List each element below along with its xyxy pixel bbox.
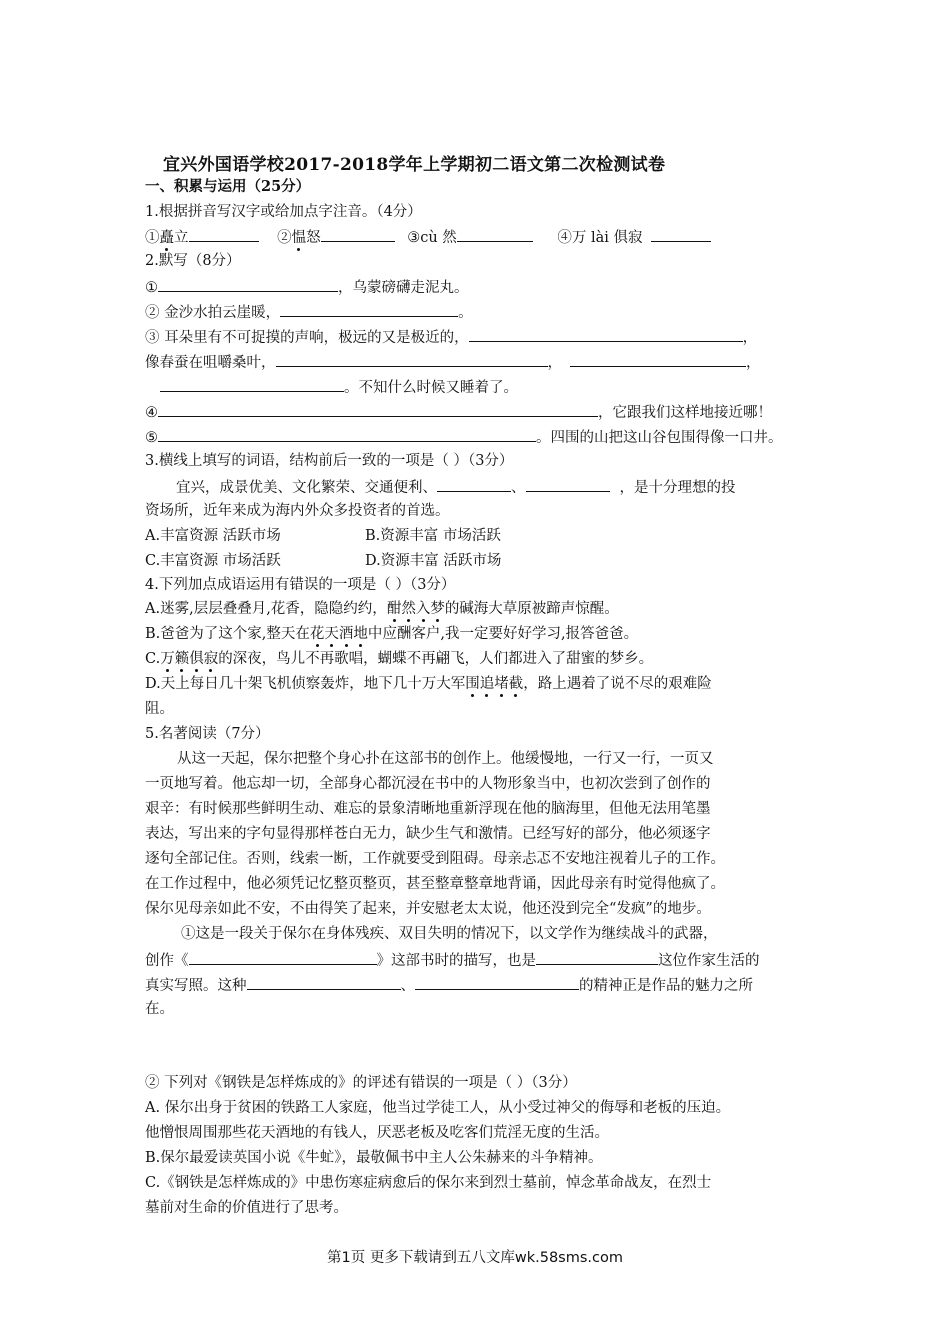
dotted-char: 地 <box>353 626 368 642</box>
q4-option-d-cont: 阻。 <box>145 701 174 717</box>
q5-passage-line: 逐句全部记住。否则，线索一断，工作就要受到阻碍。母亲忐忑不安地注视着儿子的工作。 <box>145 851 725 867</box>
q1-stem: 1.根据拼音写汉字或给加点字注音。（4分） <box>145 204 422 220</box>
q2-line7 <box>145 426 783 448</box>
q1-item1-num: ① <box>145 230 160 246</box>
answer-blank[interactable] <box>321 226 395 242</box>
line-text: ， <box>547 355 562 371</box>
line-text: ② 金沙水拍云崖暖， <box>145 305 281 321</box>
q4-option-c[interactable] <box>145 649 653 669</box>
dotted-char: 万 <box>160 651 175 667</box>
q4-option-a[interactable] <box>145 599 619 619</box>
q4-option-d[interactable] <box>145 674 712 694</box>
dotted-idiom <box>387 601 445 617</box>
q2-line6 <box>145 401 772 423</box>
q5-passage-line: 一页地写着。他忘却一切，全部身心都沉浸在书中的人物形象当中，也初次尝到了创作的 <box>145 776 711 792</box>
option-text: C. <box>145 651 161 667</box>
q2-stem: 2.默写（8分） <box>145 253 241 269</box>
q3-passage-line1 <box>176 476 736 498</box>
q5-passage-line: 艰辛：有时候那些鲜明生动、难忘的景象清晰地重新浮现在他的脑海里，但他无法用笔墨 <box>145 801 711 817</box>
line-text: ， <box>746 355 761 371</box>
answer-blank[interactable] <box>437 476 511 492</box>
q2-line3 <box>145 326 757 348</box>
dotted-char: 酒 <box>338 626 354 642</box>
answer-blank[interactable] <box>536 949 658 965</box>
q5-sub2-option-a[interactable]: A. 保尔出身于贫困的铁路工人家庭，他当过学徒工人，从小受过神父的侮辱和老板的压迫。 <box>145 1100 731 1116</box>
answer-blank[interactable] <box>189 949 377 965</box>
q1-items <box>145 226 711 248</box>
q3-option-c[interactable]: C.丰富资源 市场活跃 <box>145 553 281 569</box>
line-text: 。四围的山把这山谷包围得像一口井。 <box>536 430 783 446</box>
answer-blank[interactable] <box>189 226 259 242</box>
q3-option-b[interactable]: B.资源丰富 市场活跃 <box>365 528 501 544</box>
option-text: B.爸爸为了这个家,整天在 <box>145 626 310 642</box>
answer-blank[interactable] <box>158 401 598 417</box>
line-text: ③ 耳朵里有不可捉摸的声响，极远的又是极近的， <box>145 330 469 346</box>
dotted-idiom <box>465 676 523 692</box>
dotted-char: 俱 <box>189 651 204 667</box>
q4-option-b[interactable] <box>145 624 638 644</box>
q5-passage-line: 从这一天起，保尔把整个身心扑在这部书的创作上。他缓慢地，一行又一行，一页又 <box>177 751 714 767</box>
answer-blank[interactable] <box>457 226 533 242</box>
q2-line4 <box>145 351 761 373</box>
dotted-idiom <box>160 651 218 667</box>
dotted-char: 籁 <box>174 651 190 667</box>
line-text: 真实写照。这种 <box>145 978 247 994</box>
q3-option-d[interactable]: D.资源丰富 活跃市场 <box>365 553 502 569</box>
passage-text: 、 <box>511 480 526 496</box>
dotted-char: 酣 <box>386 601 402 617</box>
option-text: 的深夜，鸟儿不再歌唱，蝴蝶不再翩飞，人们都进入了甜蜜的梦乡。 <box>218 651 654 667</box>
answer-blank[interactable] <box>276 351 548 367</box>
answer-blank[interactable] <box>280 301 458 317</box>
option-text: 的碱海大草原被蹄声惊醒。 <box>444 601 619 617</box>
q3-option-a[interactable]: A.丰富资源 活跃市场 <box>145 528 281 544</box>
q5-sub2-option-c-cont: 墓前对生命的价值进行了思考。 <box>145 1200 348 1216</box>
page-footer: 第1页 更多下载请到五八文库wk.58sms.com <box>327 1250 623 1266</box>
q5-sub2-option-b[interactable]: B.保尔最爱读英国小说《牛虻》，最敬佩书中主人公朱赫来的斗争精神。 <box>145 1150 603 1166</box>
q5-passage-line: 保尔见母亲如此不安，不由得笑了起来，并安慰老太太说，他还没到完全“发疯”的地步。 <box>145 901 711 917</box>
dotted-char: 围 <box>465 676 480 692</box>
dotted-char: 入 <box>415 601 431 617</box>
answer-blank[interactable] <box>651 226 711 242</box>
q5-passage-line: 在工作过程中，他必须凭记忆整页整页，甚至整章整章地背诵，因此母亲有时觉得他疯了。 <box>145 876 725 892</box>
answer-blank[interactable] <box>247 974 401 990</box>
dotted-idiom <box>310 626 368 642</box>
q2-line1 <box>145 276 469 298</box>
section-heading: 一、积累与运用（25分） <box>145 178 311 195</box>
q1-item2-char: 怒 <box>306 230 321 246</box>
q1-dotted-char: 矗 <box>159 230 174 246</box>
line-text: 创作《 <box>145 953 189 969</box>
dotted-char: 然 <box>401 601 416 617</box>
q5-sub2-option-c[interactable]: C.《钢铁是怎样炼成的》中患伤寒症病愈后的保尔来到烈士墓前，悼念革命战友，在烈士 <box>145 1175 712 1191</box>
q1-item4: ④万 lài 俱寂 <box>557 230 643 246</box>
answer-blank[interactable] <box>160 376 344 392</box>
q5-passage-line: 表达，写出来的字句显得那样苍白无力，缺少生气和激情。已经写好的部分，他必须逐字 <box>145 826 711 842</box>
option-text: 中应酬客户,我一定要好好学习,报答爸爸。 <box>367 626 639 642</box>
q1-item2-num: ② <box>277 230 292 246</box>
answer-blank[interactable] <box>526 476 610 492</box>
q5-sub1-line1: ①这是一段关于保尔在身体残疾、双目失明的情况下，以文学作为继续战斗的武器， <box>181 926 718 942</box>
line-text: 》这部书时的描写，也是 <box>376 953 536 969</box>
q5-sub1-line4: 在。 <box>145 1001 174 1017</box>
line-text: 像春蚕在咀嚼桑叶， <box>145 355 276 371</box>
answer-blank[interactable] <box>158 426 536 442</box>
q3-passage-line2: 资场所，近年来成为海内外众多投资者的首选。 <box>145 503 450 519</box>
dotted-char: 截 <box>508 676 524 692</box>
line-text: 的精神正是作品的魅力之所 <box>579 978 753 994</box>
q5-stem: 5.名著阅读（7分） <box>145 726 270 742</box>
dotted-char: 花 <box>309 626 325 642</box>
q2-line5 <box>160 376 518 398</box>
passage-text: ，是十分理想的投 <box>619 480 736 496</box>
q4-stem: 4.下列加点成语运用有错误的一项是（ ）（3分） <box>145 577 456 593</box>
line-num: ⑤ <box>145 430 158 446</box>
line-text: 。不知什么时候又睡着了。 <box>344 380 518 396</box>
dotted-char: 追 <box>479 676 495 692</box>
q5-sub2-option-a-cont: 他憎恨周围那些花天酒地的有钱人，厌恶老板及吃客们荒淫无度的生活。 <box>145 1125 609 1141</box>
exam-title: 宜兴外国语学校2017-2018学年上学期初二语文第二次检测试卷 <box>163 155 666 175</box>
passage-text: 宜兴，成景优美、文化繁荣、交通便利、 <box>176 480 437 496</box>
dotted-char: 寂 <box>203 651 219 667</box>
q1-item3: ③cù 然 <box>407 230 457 246</box>
answer-blank[interactable] <box>158 276 338 292</box>
dotted-char: 堵 <box>494 676 509 692</box>
option-text: ，路上遇着了说不尽的艰难险 <box>523 676 712 692</box>
answer-blank[interactable] <box>570 351 746 367</box>
q3-stem: 3.横线上填写的词语，结构前后一致的一项是（ ）（3分） <box>145 453 514 469</box>
line-text: 这位作家生活的 <box>658 953 760 969</box>
line-text: ，乌蒙磅礴走泥丸。 <box>338 280 469 296</box>
line-num: ① <box>145 280 158 296</box>
q5-sub1-line3 <box>145 974 753 996</box>
dotted-char: 梦 <box>430 601 445 617</box>
answer-blank[interactable] <box>469 326 743 342</box>
option-text: D.天上每日几十架飞机侦察轰炸，地下几十万大军 <box>145 676 466 692</box>
q5-sub1-line2 <box>145 949 760 971</box>
dotted-char: 天 <box>324 626 339 642</box>
q5-sub2-stem: ② 下列对《钢铁是怎样炼成的》的评述有错误的一项是（ ）（3分） <box>145 1075 577 1091</box>
line-num: ④ <box>145 405 158 421</box>
q2-line2 <box>145 301 473 323</box>
line-text: 、 <box>400 978 415 994</box>
q1-item1-char: 立 <box>174 230 189 246</box>
answer-blank[interactable] <box>415 974 579 990</box>
q1-dotted-char: 愠 <box>291 230 307 246</box>
option-text: A.迷雾,层层叠叠月,花香，隐隐约约， <box>145 601 387 617</box>
line-text: ，它跟我们这样地接近哪！ <box>598 405 772 421</box>
line-text: 。 <box>458 305 473 321</box>
line-text: ， <box>742 330 758 346</box>
